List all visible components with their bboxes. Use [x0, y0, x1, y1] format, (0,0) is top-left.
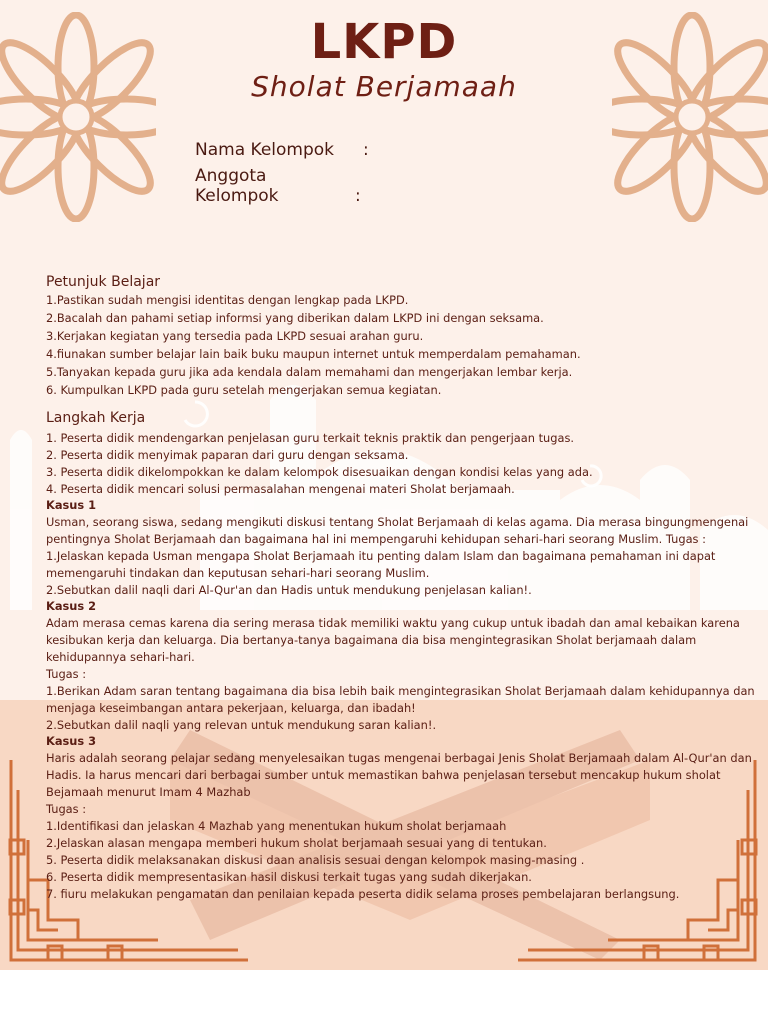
kasus3-line: 7. fiuru melakukan pengamatan dan penilaian kepada peserta didik selama proses pembelajaran berlangsung.	[46, 887, 680, 901]
kasus2-line: menjaga keseimbangan antara pekerjaan, keluarga, dan ibadah!	[46, 701, 416, 715]
group-members-row	[195, 166, 361, 206]
bottom-margin	[0, 970, 768, 1024]
langkah-item: 4. Peserta didik mencari solusi permasalahan mengenai materi Sholat berjamaah.	[46, 482, 515, 496]
kasus2-line: Tugas :	[46, 667, 87, 681]
kasus2-heading: Kasus 2	[46, 599, 97, 613]
kasus2-line: kesibukan kerja dan keluarga. Dia bertanya-tanya bagaimana dia bisa mengintegrasikan Sholat berjamaah dalam	[46, 633, 697, 647]
page-title: LKPD	[310, 14, 458, 70]
langkah-heading: Langkah Kerja	[46, 410, 146, 426]
kasus1-line: memengaruhi tindakan dan keputusan sehari-hari seorang Muslim.	[46, 566, 430, 580]
petunjuk-item: 2.Bacalah dan pahami setiap informsi yang diberikan dalam LKPD ini dengan seksama.	[46, 311, 544, 325]
langkah-item: 1. Peserta didik mendengarkan penjelasan guru terkait teknis praktik dan pengerjaan tugas.	[46, 431, 575, 445]
kasus3-line: 1.Identifikasi dan jelaskan 4 Mazhab yang menentukan hukum sholat berjamaah	[46, 819, 507, 833]
page-subtitle: Sholat Berjamaah	[251, 70, 517, 103]
kasus3-line: 6. Peserta didik mempresentasikan hasil diskusi terkait tugas yang sudah dikerjakan.	[46, 870, 532, 884]
kasus3-line: Hadis. Ia harus mencari dari berbagai sumber untuk memastikan bahwa penjelasan tersebut mencakup hukum sholat	[46, 768, 721, 782]
kasus1-line: 2.Sebutkan dalil naqli dari Al-Qur'an dan Hadis untuk mendukung penjelasan kalian!.	[46, 583, 532, 597]
kasus2-line: Adam merasa cemas karena dia sering merasa tidak memiliki waktu yang cukup untuk ibadah dan amal kebaikan karena	[46, 616, 740, 630]
kasus3-line: Bejamaah menurut Imam 4 Mazhab	[46, 785, 251, 799]
langkah-item: 3. Peserta didik dikelompokkan ke dalam kelompok disesuaikan dengan kondisi kelas yang ada.	[46, 465, 593, 479]
kasus3-line: 2.Jelaskan alasan mengapa memberi hukum sholat berjamaah sesuai yang di tentukan.	[46, 836, 547, 850]
kasus3-heading: Kasus 3	[46, 734, 97, 748]
kasus2-line: kehidupannya sehari-hari.	[46, 650, 195, 664]
kasus3-line: Tugas :	[46, 802, 87, 816]
kasus1-heading: Kasus 1	[46, 498, 97, 512]
langkah-item: 2. Peserta didik menyimak paparan dari guru dengan seksama.	[46, 448, 409, 462]
kasus2-line: 2.Sebutkan dalil naqli yang relevan untuk mendukung saran kalian!.	[46, 718, 437, 732]
petunjuk-item: 4.fiunakan sumber belajar lain baik buku maupun internet untuk memperdalam pemahaman.	[46, 347, 581, 361]
kasus1-line: Usman, seorang siswa, sedang mengikuti diskusi tentang Sholat Berjamaah di kelas agama. Dia merasa bingungmengenai	[46, 515, 749, 529]
petunjuk-item: 5.Tanyakan kepada guru jika ada kendala dalam memahami dan mengerjakan lembar kerja.	[46, 365, 573, 379]
kasus1-line: 1.Jelaskan kepada Usman mengapa Sholat Berjamaah itu penting dalam Islam dan bagaimana pemahaman ini dapat	[46, 549, 716, 563]
group-name-separator: :	[363, 140, 369, 160]
kasus1-line: pentingnya Sholat Berjamaah dan bagaimana hal ini mempengaruhi kehidupan sehari-hari seorang Muslim. Tugas :	[46, 532, 706, 546]
petunjuk-item: 6. Kumpulkan LKPD pada guru setelah mengerjakan semua kegiatan.	[46, 383, 442, 397]
kasus3-line: 5. Peserta didik melaksanakan diskusi daan analisis sesuai dengan kelompok masing-masing .	[46, 853, 585, 867]
group-name-row	[195, 140, 369, 160]
petunjuk-heading: Petunjuk Belajar	[46, 274, 161, 290]
kasus3-line: Haris adalah seorang pelajar sedang menyelesaikan tugas mengenai berbagai Jenis Sholat Berjamaah dalam Al-Qur'an dan	[46, 751, 752, 765]
group-members-separator: :	[355, 186, 361, 206]
petunjuk-item: 1.Pastikan sudah mengisi identitas dengan lengkap pada LKPD.	[46, 293, 409, 307]
group-members-label: Anggota Kelompok	[195, 166, 279, 206]
kasus2-line: 1.Berikan Adam saran tentang bagaimana dia bisa lebih baik mengintegrasikan Sholat Berjamaah dalam kehidupannya dan	[46, 684, 755, 698]
petunjuk-item: 3.Kerjakan kegiatan yang tersedia pada LKPD sesuai arahan guru.	[46, 329, 424, 343]
group-name-label: Nama Kelompok	[195, 140, 334, 160]
